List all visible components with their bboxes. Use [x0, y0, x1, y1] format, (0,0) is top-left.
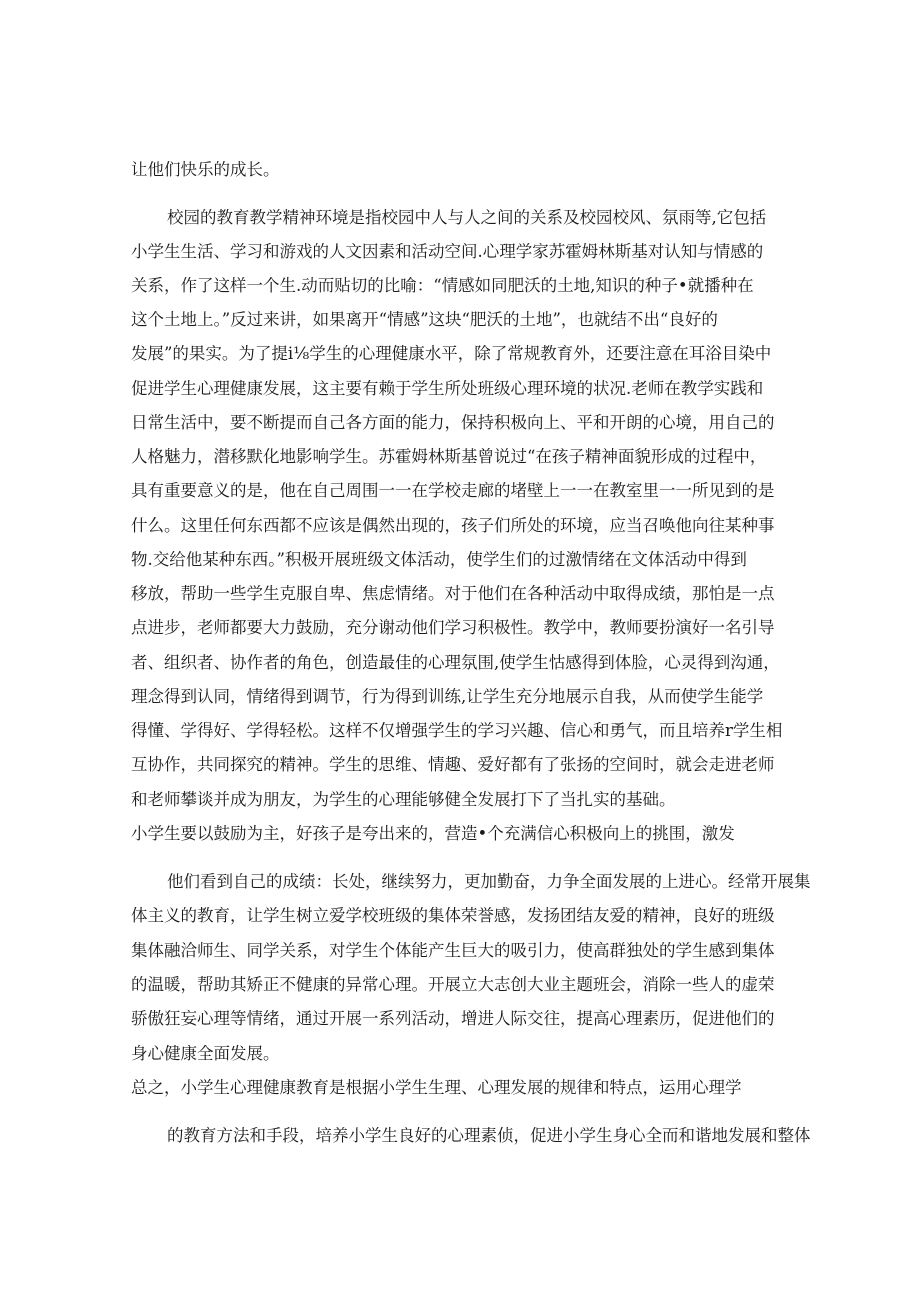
text-line: 体主义的教育，让学生树立爱学校班级的集体荣誉感，发扬团结友爱的精神，良好的班级: [131, 906, 775, 925]
text-line: 什么。这里任何东西都不应该是偶然出现的，孩子们所处的环境，应当召唤他向往某种事: [131, 516, 775, 535]
paragraph-first-line: 他们看到自己的成绩：长处，继续努力，更加勤奋，力争全面发展的上进心。经常开展集: [167, 872, 811, 891]
text-line: 的温暖，帮助其矫正不健康的异常心理。开展立大志创大业主题班会，消除一些人的虚荣: [131, 975, 775, 994]
text-line: 具有重要意义的是，他在自己周围一一在学校走廊的堵壁上一一在教室里一一所见到的是: [131, 481, 775, 500]
text-line: 发展”的果实。为了提i⅛学生的心理健康水平，除了常规教育外，还要注意在耳浴目染中: [131, 344, 772, 363]
text-line: 这个土地上。”反过来讲，如果离开“情感”这块“肥沃的土地”，也就结不出“良好的: [131, 310, 718, 329]
text-line: 关系，作了这样一个生.动而贴切的比喻：“情感如同肥沃的土地,知识的种子•就播种在: [131, 276, 754, 295]
text-line: 骄傲狂妄心理等情绪，通过开展一系列活动，增进人际交往，提高心理素历，促进他们的: [131, 1009, 775, 1028]
text-line: 移放，帮助一些学生克服自卑、焦虑情绪。对于他们在各种活动中取得成绩，那怕是一点: [131, 584, 775, 603]
text-line: 互协作，共同探究的精神。学生的思维、情趣、爱好都有了张扬的空间时，就会走进老师: [131, 755, 775, 774]
text-line: 集体融洽师生、同学关系，对学生个体能产生巨大的吸引力，使高群独处的学生感到集体: [131, 941, 775, 960]
text-line: 总之，小学生心理健康教育是根据小学生生理、心理发展的规律和特点，运用心理学: [131, 1078, 742, 1097]
text-line: 让他们快乐的成长。: [131, 160, 280, 179]
paragraph-first-line: 校园的教育教学精神环境是指校园中人与人之间的关系及校园校风、氛雨等,它包括: [167, 208, 767, 227]
text-line: 和老师攀谈并成为朋友，为学生的心理能够健全发展打下了当扎实的基础。: [131, 790, 676, 809]
text-line: 得懂、学得好、学得轻松。这样不仅增强学生的学习兴趣、信心和勇气，而且培养r学生相: [131, 721, 783, 740]
text-line: 物.交给他某种东西。”积极开展班级文体活动，使学生们的过激情绪在文体活动中得到: [131, 550, 747, 569]
text-line: 点进步，老师都要大力鼓励，充分谢动他们学习积极性。教学中，教师要扮演好一名引导: [131, 618, 775, 637]
text-line: 人格魅力，潜移默化地影响学生。苏霍姆林斯基曾说过“在孩子精神面貌形成的过程中，: [131, 447, 767, 466]
text-line: 者、组织者、协作者的角色，创造最佳的心理氛围,使学生怙感得到体脸，心灵得到沟通，: [131, 653, 780, 672]
text-line: 理念得到认同，情绪得到调节，行为得到训练,让学生充分地展示自我，从而使学生能学: [131, 687, 764, 706]
paragraph-first-line: 的教育方法和手段，培养小学生良好的心理素侦，促进小学生身心全而和谐地发展和整体: [167, 1126, 811, 1145]
text-line: 小学生生活、学习和游戏的人文因素和活动空间.心理学家苏霍姆林斯基对认知与情感的: [131, 242, 764, 261]
text-line: 小学生要以鼓励为主，好孩子是夸出来的，营造•个充满信心积极向上的挑围，激发: [131, 824, 735, 843]
text-line: 身心健康全面发展。: [131, 1044, 280, 1063]
text-line: 日常生活中，要不断提而自己各方面的能力，保持积极向上、平和开朗的心境，用自己的: [131, 413, 775, 432]
text-line: 促进学生心理健康发展，这主要有赖于学生所处班级心理环境的状况.老师在教学实践和: [131, 379, 764, 398]
